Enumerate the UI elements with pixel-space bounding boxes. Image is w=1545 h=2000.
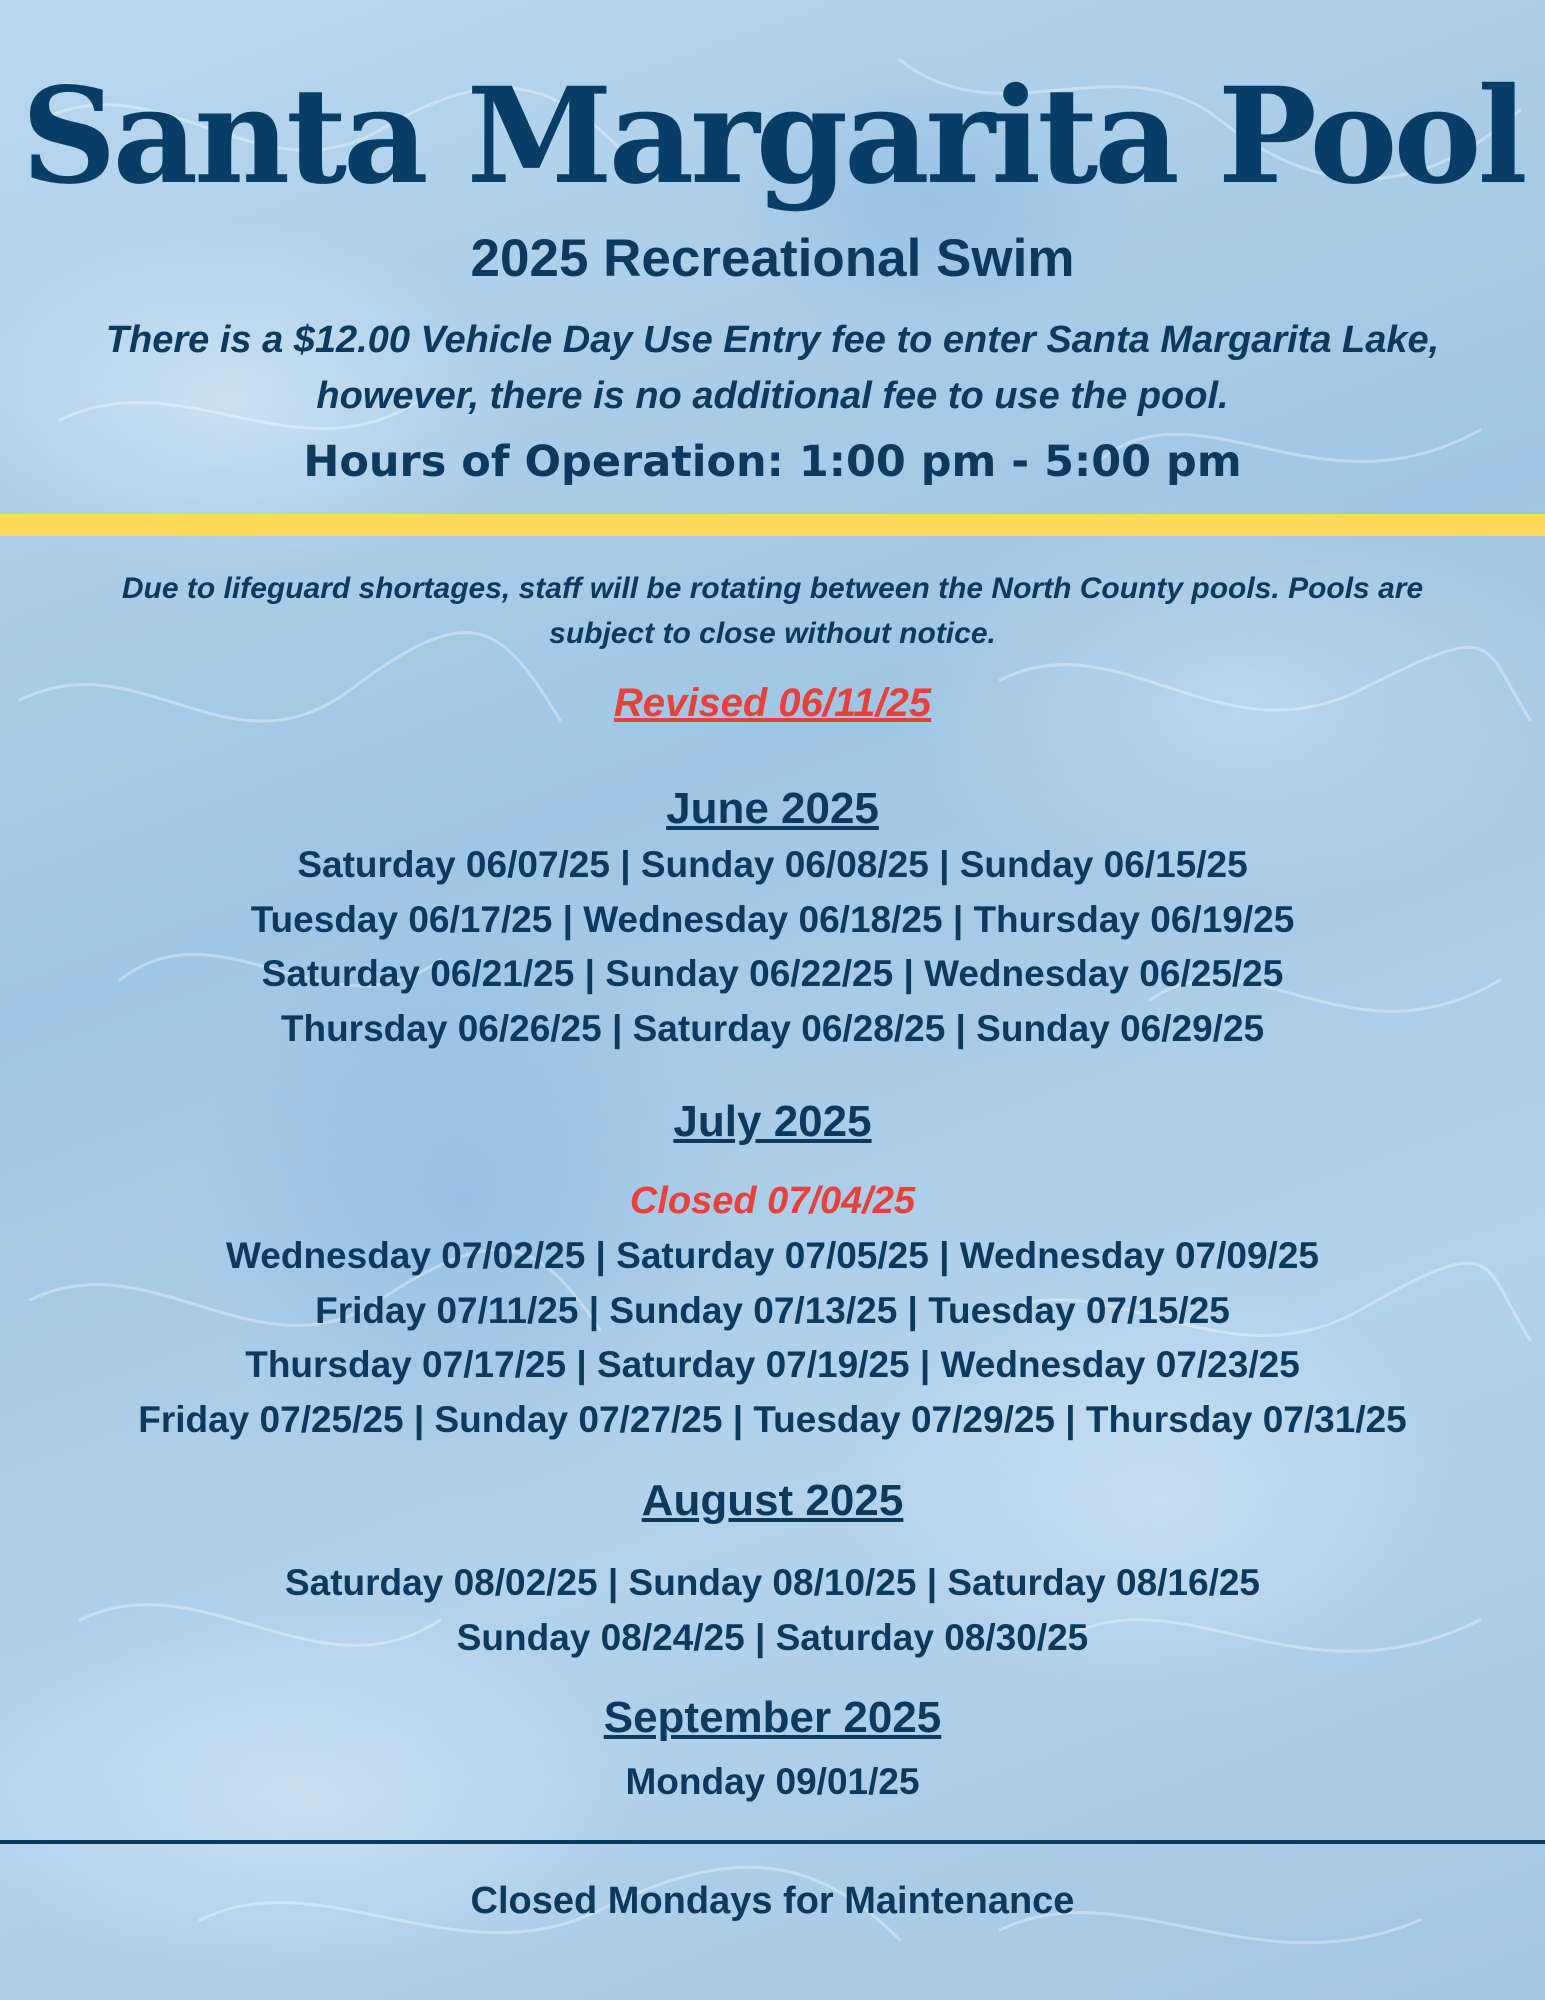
date-line: Monday 09/01/25 — [625, 1761, 920, 1802]
date-line: Tuesday 06/17/25 | Wednesday 06/18/25 | Thursday 06/19/25 — [250, 898, 1295, 940]
footer-divider — [0, 1840, 1545, 1844]
month-heading-june: June 2025 — [666, 784, 879, 833]
yellow-divider — [0, 514, 1545, 536]
date-line: Thursday 07/17/25 | Saturday 07/19/25 | Wednesday 07/23/25 — [245, 1344, 1300, 1386]
month-dates-june — [0, 838, 1545, 1057]
month-heading-august: August 2025 — [641, 1476, 904, 1525]
date-line: Friday 07/11/25 | Sunday 07/13/25 | Tuesday 07/15/25 — [315, 1289, 1230, 1331]
pool-title: Santa Margarita Pool — [21, 59, 1524, 214]
date-line: Saturday 06/21/25 | Sunday 06/22/25 | Wednesday 06/25/25 — [261, 953, 1284, 995]
date-line: Saturday 06/07/25 | Sunday 06/08/25 | Sunday 06/15/25 — [297, 844, 1248, 885]
month-dates-july — [0, 1229, 1545, 1448]
maintenance-notice: Closed Mondays for Maintenance — [470, 1880, 1075, 1922]
month-dates-september — [0, 1755, 1545, 1810]
date-line: Sunday 08/24/25 | Saturday 08/30/25 — [456, 1616, 1089, 1658]
month-heading-september: September 2025 — [603, 1693, 942, 1742]
revised-date: Revised 06/11/25 — [613, 681, 932, 725]
month-dates-august — [0, 1556, 1545, 1665]
date-line: Wednesday 07/02/25 | Saturday 07/05/25 | Wednesday 07/09/25 — [226, 1235, 1319, 1276]
date-line: Saturday 08/02/25 | Sunday 08/10/25 | Saturday 08/16/25 — [284, 1562, 1261, 1603]
lifeguard-notice: Due to lifeguard shortages, staff will be rotating between the North County pools. Pools are subject to close without notice. — [121, 572, 1424, 650]
entry-fee-note: There is a $12.00 Vehicle Day Use Entry fee to enter Santa Margarita Lake, however, there is no additional fee to use the pool. — [105, 319, 1440, 417]
month-heading-july: July 2025 — [673, 1097, 872, 1146]
closed-date-notice: Closed 07/04/25 — [629, 1180, 916, 1222]
season-subtitle: 2025 Recreational Swim — [470, 229, 1075, 288]
date-line: Friday 07/25/25 | Sunday 07/27/25 | Tuesday 07/29/25 | Thursday 07/31/25 — [138, 1399, 1407, 1441]
hours-of-operation: Hours of Operation: 1:00 pm - 5:00 pm — [303, 437, 1242, 487]
date-line: Thursday 06/26/25 | Saturday 06/28/25 | Sunday 06/29/25 — [280, 1008, 1265, 1050]
